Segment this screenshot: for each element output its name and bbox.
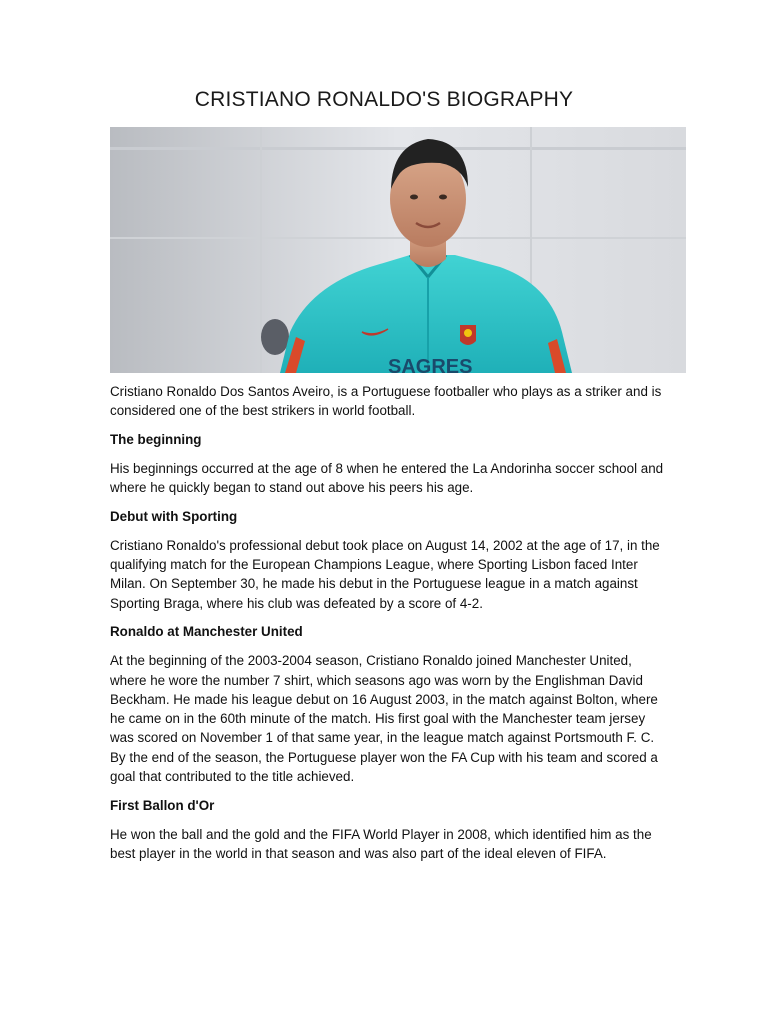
shirt-sponsor: SAGRES [388, 356, 473, 373]
beginning-paragraph: His beginnings occurred at the age of 8 when he entered the La Andorinha soccer school and where he quickly began to stand out above his peers his age. [110, 460, 664, 496]
heading-manchester: Ronaldo at Manchester United [110, 624, 303, 640]
document-title: CRISTIANO RONALDO'S BIOGRAPHY [194, 88, 574, 111]
heading-ballon: First Ballon d'Or [110, 797, 215, 813]
heading-beginning: The beginning [110, 432, 202, 448]
ballon-paragraph: He won the ball and the gold and the FIFA World Player in 2008, which identified him as the best player in the world in that season and was also part of the ideal eleven of FIFA. [110, 826, 652, 861]
intro-paragraph: Cristiano Ronaldo Dos Santos Aveiro, is a Portuguese footballer who plays as a striker and is considered one of the best strikers in world football. [110, 384, 662, 419]
sporting-paragraph: Cristiano Ronaldo's professional debut took place on August 14, 2002 at the age of 17, in the qualifying match for the European Champions League, where Sporting Lisbon faced Inter Milan. On September 30, he made his debut in the Portuguese league in a match against Sporting Braga, where his club was defeated by a score of 4-2. [110, 537, 660, 611]
portrait-photo-icon [110, 127, 686, 373]
document-body [110, 382, 670, 873]
manchester-paragraph: At the beginning of the 2003-2004 season, Cristiano Ronaldo joined Manchester United, where he wore the number 7 shirt, which seasons ago was worn by the Englishman David Beckham. He made his league debut on 16 August 2003, in the match against Bolton, where he came on in the 60th minute of the match. His first goal with the Manchester team jersey was scored on November 1 of that same year, in the league match against Portsmouth F. C. By the end of the season, the Portuguese player won the FA Cup with his team and scored a goal that contributed to the title achieved. [110, 653, 658, 785]
heading-sporting: Debut with Sporting [110, 508, 238, 524]
player-photo [110, 127, 686, 373]
